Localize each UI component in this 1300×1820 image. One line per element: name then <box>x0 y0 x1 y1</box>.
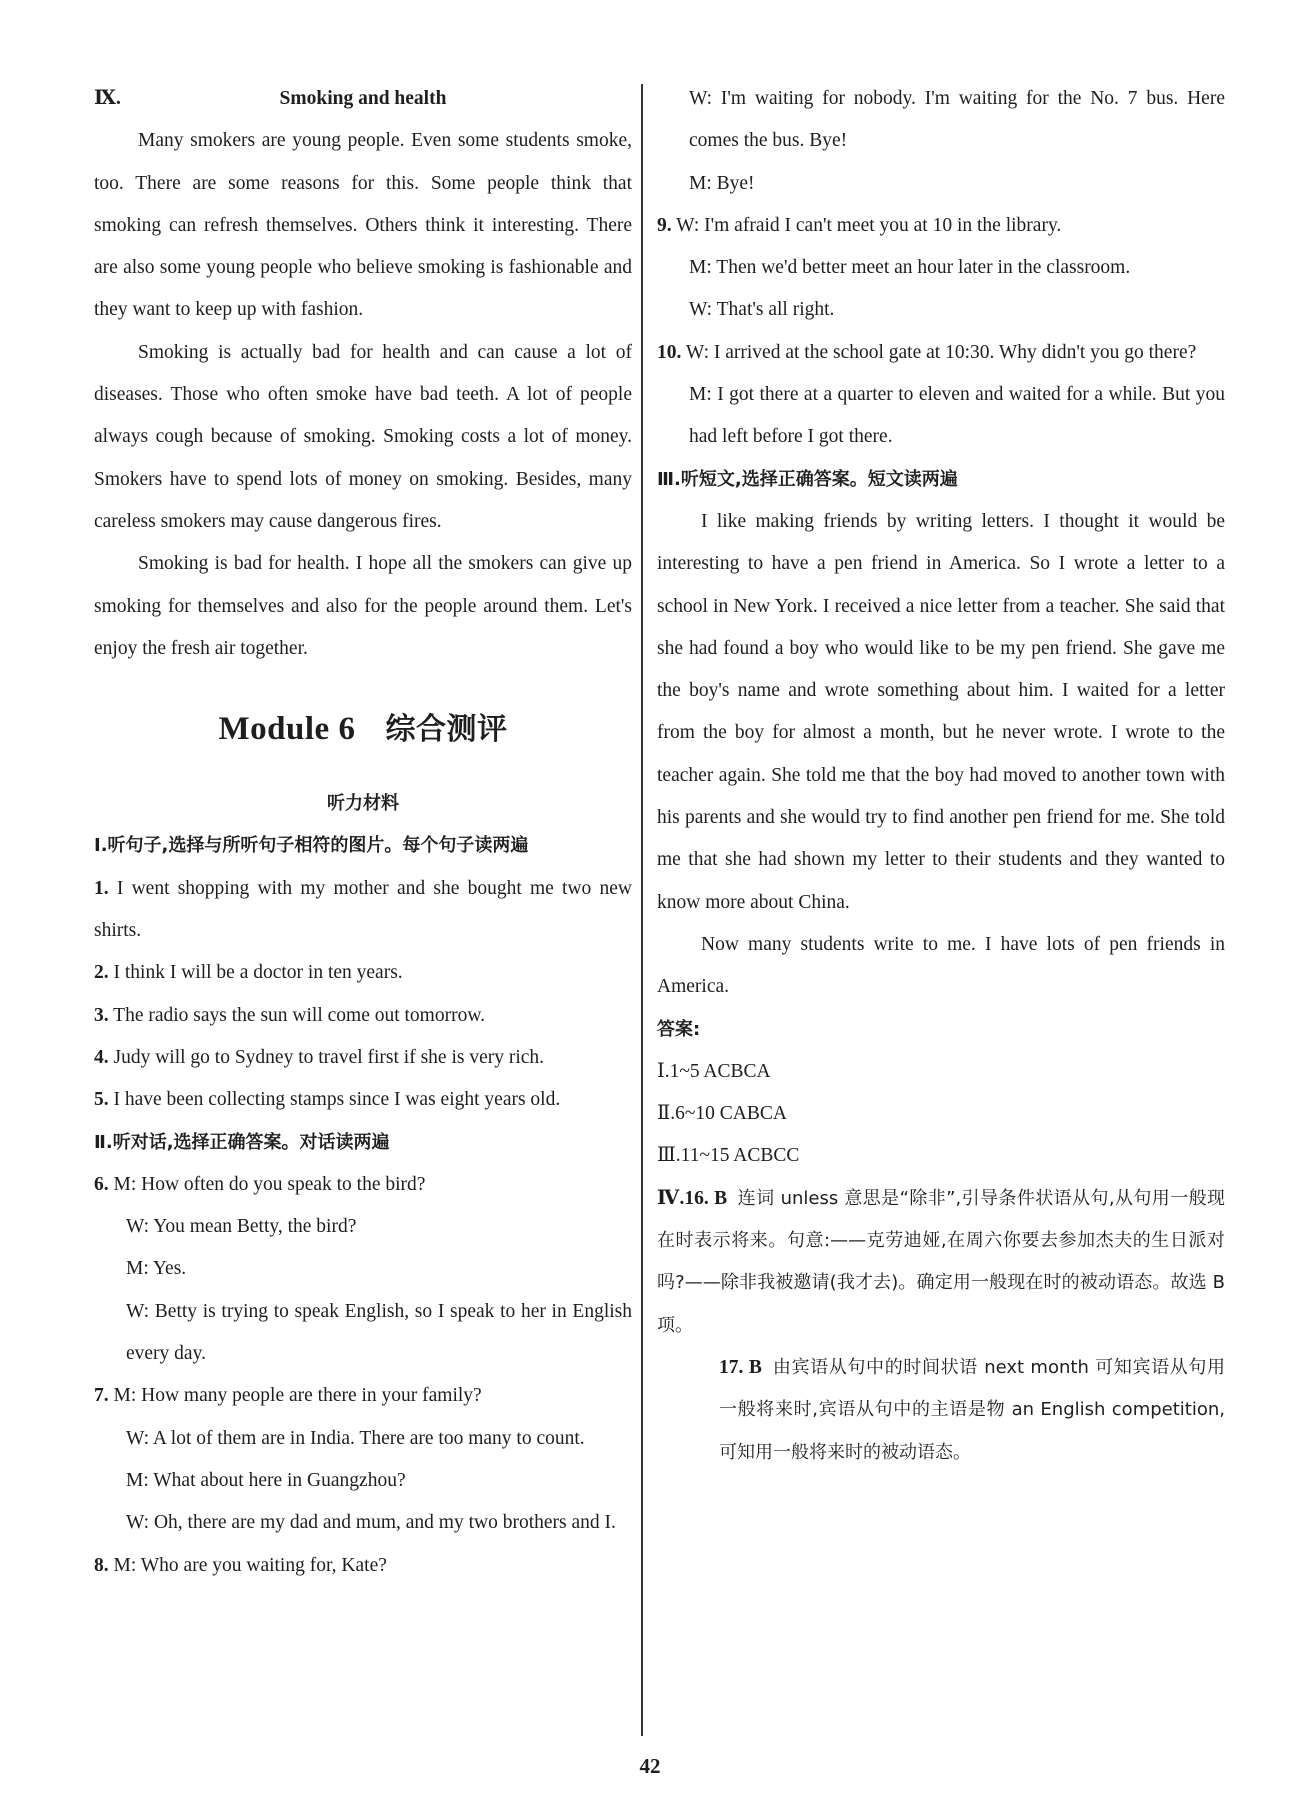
dialogue-line: 7. M: How many people are there in your family? <box>94 1385 482 1407</box>
dialogue-line: M: I got there at a quarter to eleven and waited for a while. But you had left before I got there. <box>689 384 1225 448</box>
left-column <box>94 78 632 1587</box>
passage-paragraph: Now many students write to me. I have lots of pen friends in America. <box>657 933 1225 998</box>
dialogue-line: M: Bye! <box>689 172 755 194</box>
answer-line: Ⅰ.1~5 ACBCA <box>657 1060 771 1082</box>
dialogue-line: W: You mean Betty, the bird? <box>126 1216 357 1238</box>
dialogue-10 <box>657 332 1225 459</box>
dialogue-line: W: Oh, there are my dad and mum, and my two brothers and I. <box>126 1512 616 1534</box>
list-item: 2. I think I will be a doctor in ten years. <box>94 962 403 984</box>
page-number: 42 <box>639 1754 661 1778</box>
answer-line: Ⅱ.6~10 CABCA <box>657 1103 787 1125</box>
dialogue-line: W: A lot of them are in India. There are too many to count. <box>126 1427 585 1449</box>
part-3-heading: Ⅲ.听短文,选择正确答案。短文读两遍 <box>657 468 958 490</box>
answers-heading: 答案: <box>657 1018 701 1040</box>
answer-explanation: 17. B 由宾语从句中的时间状语 next month 可知宾语从句用一般将来时,宾语从句中的主语是物 an English competition,可知用一般将来时的被动语态。 <box>719 1356 1225 1463</box>
dialogue-line: M: Yes. <box>126 1258 187 1280</box>
answer-explanation: Ⅳ.16. B 连词 unless 意思是“除非”,引导条件状语从句,从句用一般现在时表示将来。句意:——克劳迪娅,在周六你要去参加杰夫的生日派对吗?——除非我被邀请(我才去)。确定用一般现在时的被动语态。故选 B 项。 <box>657 1187 1226 1336</box>
listening-title: 听力材料 <box>327 793 399 815</box>
dialogue-line: M: What about here in Guangzhou? <box>126 1469 406 1491</box>
section-9-heading <box>94 78 632 120</box>
part-1-heading: Ⅰ.听句子,选择与所听句子相符的图片。每个句子读两遍 <box>94 835 529 857</box>
right-column <box>657 78 1225 1474</box>
module-name: Module 6 <box>218 711 356 748</box>
dialogue-9 <box>657 205 1225 332</box>
passage-paragraph: Smoking is bad for health. I hope all the smokers can give up smoking for themselves and also for the people around them. Let's enjoy the fresh air together. <box>94 553 632 659</box>
answer-line: Ⅲ.11~15 ACBCC <box>657 1145 800 1167</box>
dialogue-6 <box>94 1164 632 1375</box>
passage-paragraph: Many smokers are young people. Even some students smoke, too. There are some reasons for this. Some people think that smoking can refresh themselves. Others think it interesting. There are also some young people who believe smoking is fashionable and they want to keep up with fashion. <box>94 130 632 321</box>
dialogue-line: 6. M: How often do you speak to the bird? <box>94 1173 426 1195</box>
part-2-heading: Ⅱ.听对话,选择正确答案。对话读两遍 <box>94 1131 390 1153</box>
part-1-list <box>94 868 632 1122</box>
module-title <box>94 704 632 755</box>
dialogue-line: M: Then we'd better meet an hour later in the classroom. <box>689 257 1131 279</box>
dialogue-line: 10. W: I arrived at the school gate at 10:30. Why didn't you go there? <box>657 341 1197 363</box>
dialogue-line: W: That's all right. <box>689 299 835 321</box>
passage-paragraph: Smoking is actually bad for health and can cause a lot of diseases. Those who often smoke have bad teeth. A lot of people always cough because of smoking. Smoking costs a lot of money. Smokers have to spend lots of money on smoking. Besides, many careless smokers may cause dangerous fires. <box>94 341 632 532</box>
dialogue-line: W: Betty is trying to speak English, so I speak to her in English every day. <box>126 1300 632 1365</box>
list-item: 4. Judy will go to Sydney to travel first if she is very rich. <box>94 1046 545 1068</box>
dialogue-line: W: I'm waiting for nobody. I'm waiting for the No. 7 bus. Here comes the bus. Bye! <box>689 88 1225 152</box>
list-item: 5. I have been collecting stamps since I was eight years old. <box>94 1089 561 1111</box>
module-subtitle: 综合测评 <box>385 712 508 748</box>
dialogue-8-continued <box>657 78 1225 205</box>
passage-paragraph: I like making friends by writing letters. I thought it would be interesting to have a pen friend in America. So I wrote a letter to a school in New York. I received a nice letter from a teacher. She said that she had found a boy who would like to be my pen friend. She gave me the boy's name and wrote something about him. I waited for a letter from the boy for almost a month, but he never wrote. I wrote to the teacher again. She told me that the boy had moved to another town with his parents and she would try to find another pen friend for me. She told me that she had shown my letter to their students and they wanted to know more about China. <box>657 510 1225 913</box>
dialogue-line: 8. M: Who are you waiting for, Kate? <box>94 1554 387 1576</box>
list-item: 3. The radio says the sun will come out tomorrow. <box>94 1004 486 1026</box>
dialogue-7 <box>94 1375 632 1544</box>
column-divider <box>641 84 643 1736</box>
list-item: 1. I went shopping with my mother and she bought me two new shirts. <box>94 877 632 942</box>
passage-title: Smoking and health <box>279 88 447 109</box>
dialogue-line: 9. W: I'm afraid I can't meet you at 10 in the library. <box>657 214 1062 236</box>
section-number: Ⅸ. <box>94 88 121 109</box>
